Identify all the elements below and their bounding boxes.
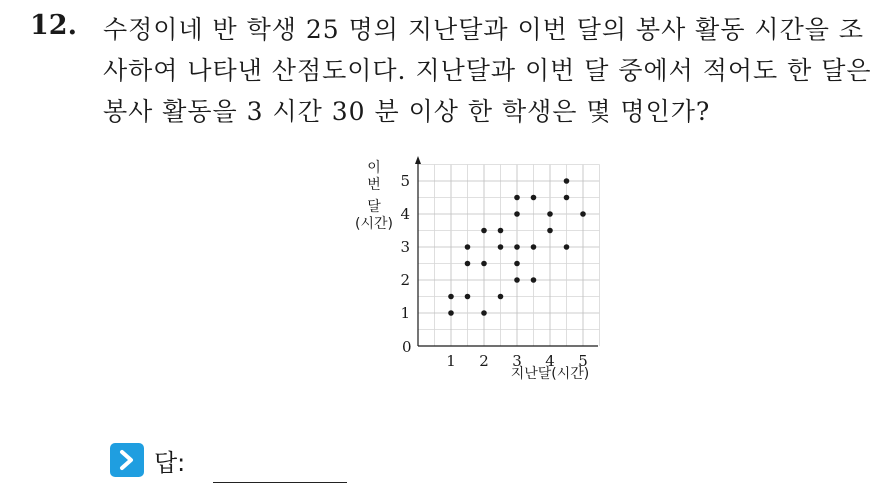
answer-label: 답: — [154, 448, 186, 477]
data-point — [465, 261, 471, 267]
x-tick-label: 5 — [578, 352, 588, 370]
grid — [418, 165, 600, 347]
data-point — [564, 178, 570, 184]
question-number: 12. — [30, 10, 77, 41]
data-point — [465, 244, 471, 250]
x-axis-label: 지난달(시간) — [510, 366, 590, 382]
y-axis-label-3: 달 — [367, 199, 381, 215]
data-point — [498, 244, 504, 250]
data-point — [564, 195, 570, 201]
data-point — [498, 228, 504, 234]
data-point — [448, 310, 454, 316]
y-tick-label: 2 — [400, 271, 410, 289]
data-point — [498, 294, 504, 300]
question-line-2: 사하여 나타낸 산점도이다. 지난달과 이번 달 중에서 적어도 한 달은 — [103, 56, 872, 85]
x-tick-label: 2 — [479, 352, 489, 370]
data-point — [531, 244, 537, 250]
tick-labels — [400, 172, 587, 370]
data-point — [481, 310, 487, 316]
chevron-right-icon — [110, 443, 144, 477]
y-tick-label: 1 — [400, 304, 410, 322]
answer-row — [110, 440, 185, 480]
data-point — [531, 195, 537, 201]
y-tick-label: 5 — [400, 172, 410, 190]
data-point — [547, 228, 553, 234]
data-point — [514, 211, 520, 217]
x-tick-label: 1 — [446, 352, 456, 370]
data-point — [481, 261, 487, 267]
data-point — [547, 211, 553, 217]
data-point — [465, 294, 471, 300]
data-point — [531, 277, 537, 283]
data-point — [514, 244, 520, 250]
y-tick-label: 3 — [400, 238, 410, 256]
origin-label: 0 — [402, 338, 412, 356]
data-point — [580, 211, 586, 217]
x-tick-label: 3 — [512, 352, 522, 370]
y-axis-label-2: 번 — [367, 177, 381, 193]
data-point — [448, 294, 454, 300]
x-tick-label: 4 — [545, 352, 555, 370]
data-point — [514, 261, 520, 267]
y-tick-label: 4 — [400, 205, 410, 223]
scatter-plot — [350, 152, 610, 384]
data-point — [564, 244, 570, 250]
y-axis-label-1: 이 — [367, 160, 381, 176]
y-axis-label-4: (시간) — [355, 216, 393, 232]
question-line-3: 봉사 활동을 3 시간 30 분 이상 한 학생은 몇 명인가? — [103, 97, 711, 126]
axes — [415, 156, 598, 346]
question-line-1: 수정이네 반 학생 25 명의 지난달과 이번 달의 봉사 활동 시간을 조 — [103, 15, 864, 44]
data-point — [514, 277, 520, 283]
data-point — [514, 195, 520, 201]
answer-blank[interactable] — [213, 482, 347, 483]
data-point — [481, 228, 487, 234]
y-axis-arrow — [415, 156, 421, 164]
